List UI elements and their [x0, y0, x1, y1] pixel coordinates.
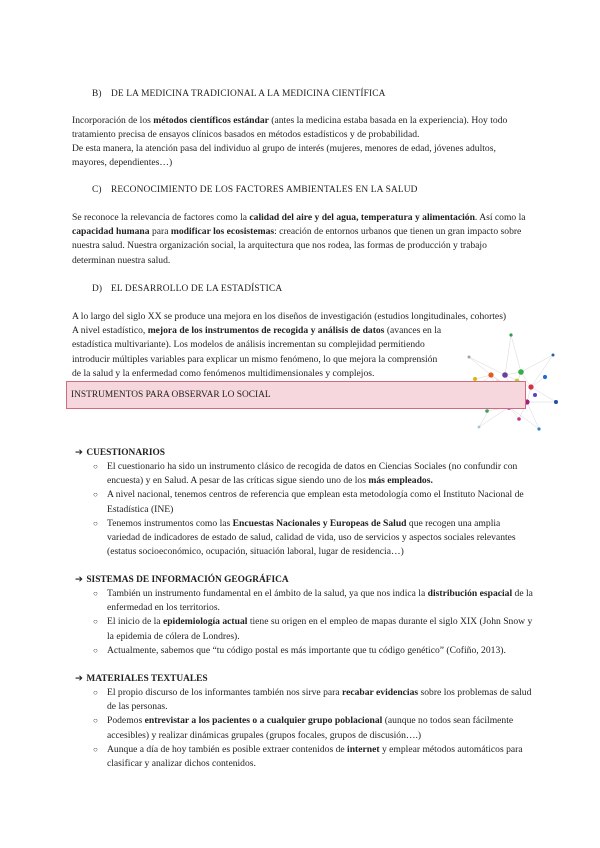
circle-bullet-icon: ○ — [93, 490, 98, 500]
circle-bullet-icon: ○ — [93, 589, 98, 598]
list-item: ○ A nivel nacional, tenemos centros de referencia que emplean esta metodología como el Instituto Nacional de Estadística (INE) — [93, 489, 524, 515]
circle-bullet-icon: ○ — [93, 744, 98, 754]
arrow-icon: ➔ — [75, 674, 83, 684]
category-cuestionarios: ➔ CUESTIONARIOS — [75, 446, 165, 460]
circle-bullet-icon: ○ — [93, 617, 98, 627]
section-b-paragraph-1: Incorporación de los métodos científicos estándar (antes la medicina estaba basada en la experiencia). Hoy todo tratamiento precisa de ensayos clínicos basados en métodos estadísticos y de probabilidad. — [72, 115, 508, 141]
circle-bullet-icon: ○ — [93, 518, 98, 528]
section-d-heading: D) EL DESARROLLO DE LA ESTADÍSTICA — [92, 284, 283, 294]
section-c-heading: C) RECONOCIMIENTO DE LOS FACTORES AMBIENTALES EN LA SALUD — [92, 185, 418, 195]
circle-bullet-icon: ○ — [93, 688, 98, 697]
cuestionarios-list — [93, 460, 533, 559]
list-item: ○ También un instrumento fundamental en el ámbito de la salud, ya que nos indica la distribución espacial de la enfermedad en los territorios. — [93, 588, 533, 614]
category-sig: ➔ SISTEMAS DE INFORMACIÓN GEOGRÁFICA — [75, 573, 289, 587]
list-item: ○ Aunque a día de hoy también es posible extraer contenidos de internet y emplear métodos automáticos para clasificar y analizar dichos contenidos. — [93, 743, 523, 770]
arrow-icon: ➔ — [75, 448, 83, 458]
section-b-heading: B) DE LA MEDICINA TRADICIONAL A LA MEDICINA CIENTÍFICA — [92, 89, 386, 99]
section-d-paragraph: A lo largo del siglo XX se produce una mejora en los diseños de investigación (estudios longitudinales, cohortes) A nivel estadístico, mejora de los instrumentos de recogida y análisis de datos (avances en la estadística multivariante). Los modelos de análisis incrementan su complejidad permitiendo introducir múltiples variables para explicar un mismo fenómeno, lo que mejora la comprensión de la salud y la enfermedad como fenómenos multidimensionales y complejos. — [72, 311, 507, 379]
list-item: ○ Tenemos instrumentos como las Encuestas Nacionales y Europeas de Salud que recogen una amplia variedad de indicadores de estado de salud, calidad de vida, uso de servicios y aspectos sociales relevantes (estatus socioeconómico, ocupación, situación laboral, lugar de residencia…) — [93, 517, 516, 558]
section-c-paragraph: Se reconoce la relevancia de factores como la calidad del aire y del agua, temperatura y alimentación. Así como la capacidad humana para modificar los ecosistemas: creación de entornos urbanos que tienen un gran impacto sobre nuestra salud. Nuestra organización social, la arquitectura que nos rodea, las formas de producción y trabajo determinan nuestra salud. — [72, 212, 526, 266]
list-item: ○ El cuestionario ha sido un instrumento clásico de recogida de datos en Ciencias Sociales (no confundir con encuesta) y en Salud. A pesar de las críticas sigue siendo uno de los más empleados. — [93, 461, 518, 487]
instruments-banner: INSTRUMENTOS PARA OBSERVAR LO SOCIAL — [66, 381, 526, 409]
category-textuales: ➔ MATERIALES TEXTUALES — [75, 672, 208, 686]
list-item: ○ Actualmente, sabemos que “tu código postal es más importante que tu código genético” (Cofiño, 2013). — [93, 644, 533, 658]
circle-bullet-icon: ○ — [93, 716, 98, 726]
circle-bullet-icon: ○ — [93, 645, 98, 655]
circle-bullet-icon: ○ — [93, 462, 98, 471]
list-item: ○ Podemos entrevistar a los pacientes o a cualquier grupo poblacional (aunque no todos sean fácilmente accesibles) y realizar dinámicas grupales (grupos focales, grupos de discusión….) — [93, 715, 514, 741]
section-b-paragraph-2: De esta manera, la atención pasa del individuo al grupo de interés (mujeres, menores de edad, jóvenes adultos, mayores, dependientes…) — [72, 143, 496, 169]
textuales-list — [93, 686, 533, 771]
arrow-icon: ➔ — [75, 575, 83, 585]
list-item: ○ El inicio de la epidemiología actual tiene su origen en el empleo de mapas durante el siglo XIX (John Snow y la epidemia de cólera de Londres). — [93, 616, 533, 642]
list-item: ○ El propio discurso de los informantes también nos sirve para recabar evidencias sobre los problemas de salud de las personas. — [93, 687, 532, 713]
sig-list — [93, 587, 533, 658]
